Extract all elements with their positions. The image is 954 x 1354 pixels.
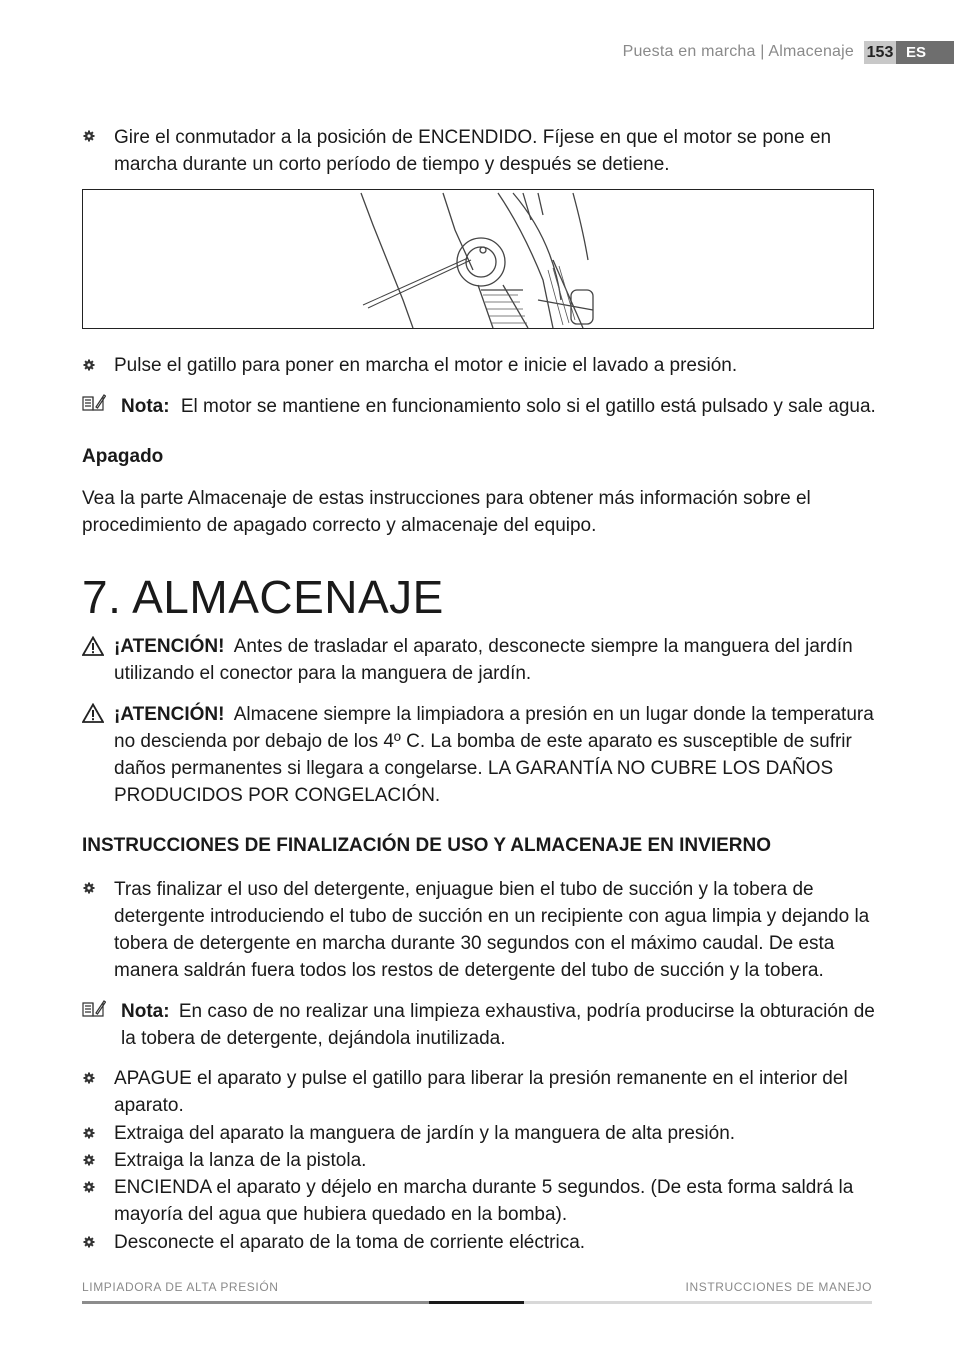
note-1 <box>121 393 881 420</box>
page-number: 153 <box>864 41 896 64</box>
gear-bullet-icon <box>83 130 95 142</box>
gear-bullet-icon <box>83 359 95 371</box>
section-heading: 7. ALMACENAJE <box>82 571 444 623</box>
footer-manual: INSTRUCCIONES DE MANEJO <box>685 1280 872 1294</box>
warning-text: Antes de trasladar el aparato, desconecte siempre la manguera del jardín utilizando el conector para la manguera de jardín. <box>114 636 853 684</box>
warning-text: Almacene siempre la limpiadora a presión en un lugar donde la temperatura no descienda por debajo de los 4º C. La bomba de este aparato es susceptible de sufrir daños permanentes si llegara a congelarse. LA GARANTÍA NO CUBRE LOS DAÑOS PRODUCIDOS POR CONGELACIÓN. <box>114 704 874 806</box>
step-item: Desconecte el aparato de la toma de corriente eléctrica. <box>114 1232 586 1253</box>
warning-1 <box>114 633 876 687</box>
warning-label: ¡ATENCIÓN! <box>114 704 225 725</box>
open-book-icon <box>82 999 106 1019</box>
note-2 <box>121 998 876 1052</box>
trigger-bullet-text: Pulse el gatillo para poner en marcha el motor e inicie el lavado a presión. <box>114 355 738 376</box>
gear-bullet-icon <box>83 1181 95 1193</box>
note-label: Nota: <box>121 396 170 417</box>
open-book-icon <box>82 393 106 413</box>
running-header: Puesta en marcha | Almacenaje <box>622 43 854 60</box>
shutdown-text: Vea la parte Almacenaje de estas instrucciones para obtener más información sobre el procedimiento de apagado correcto y almacenaje del equipo. <box>82 488 811 536</box>
winter-heading: INSTRUCCIONES DE FINALIZACIÓN DE USO Y ALMACENAJE EN INVIERNO <box>82 835 771 856</box>
step-item: ENCIENDA el aparato y déjelo en marcha durante 5 segundos. (De esta forma saldrá la mayoría del agua que hubiera quedado en la bomba). <box>114 1177 854 1225</box>
intro-bullet-text: Gire el conmutador a la posición de ENCENDIDO. Fíjese en que el motor se pone en marcha durante un corto período de tiempo y después se detiene. <box>114 127 832 175</box>
gear-bullet-icon <box>83 1236 95 1248</box>
note-text: En caso de no realizar una limpieza exhaustiva, podría producirse la obturación de la tobera de detergente, dejándola inutilizada. <box>121 1001 875 1049</box>
step-item: Extraiga la lanza de la pistola. <box>114 1150 367 1171</box>
warning-triangle-icon <box>82 703 104 723</box>
footer-bar-right <box>524 1301 872 1304</box>
step-item: Extraiga del aparato la manguera de jardín y la manguera de alta presión. <box>114 1123 736 1144</box>
gear-bullet-icon <box>83 1154 95 1166</box>
warning-triangle-icon <box>82 636 104 656</box>
switch-illustration <box>83 190 873 328</box>
switch-figure <box>82 189 874 329</box>
footer-product: LIMPIADORA DE ALTA PRESIÓN <box>82 1280 279 1294</box>
step-item: APAGUE el aparato y pulse el gatillo para liberar la presión remanente en el interior del aparato. <box>114 1068 848 1116</box>
note-label: Nota: <box>121 1001 170 1022</box>
gear-bullet-icon <box>83 1127 95 1139</box>
warning-2 <box>114 701 876 809</box>
shutdown-heading: Apagado <box>82 446 164 467</box>
warning-label: ¡ATENCIÓN! <box>114 636 225 657</box>
gear-bullet-icon <box>83 1072 95 1084</box>
footer-bar-middle <box>429 1301 524 1304</box>
footer-bar-left <box>82 1301 429 1304</box>
note-text: El motor se mantiene en funcionamiento solo si el gatillo está pulsado y sale agua. <box>180 396 876 417</box>
gear-bullet-icon <box>83 882 95 894</box>
winter-bullet-text: Tras finalizar el uso del detergente, enjuague bien el tubo de succión y la tobera de detergente introduciendo el tubo de succión en un recipiente con agua limpia y dejando la tobera de detergente en marcha durante 30 segundos con el máximo caudal. De esta manera saldrán fuera todos los restos de detergente del tubo de succión y la tobera. <box>114 879 870 981</box>
language-tab: ES <box>896 41 954 64</box>
